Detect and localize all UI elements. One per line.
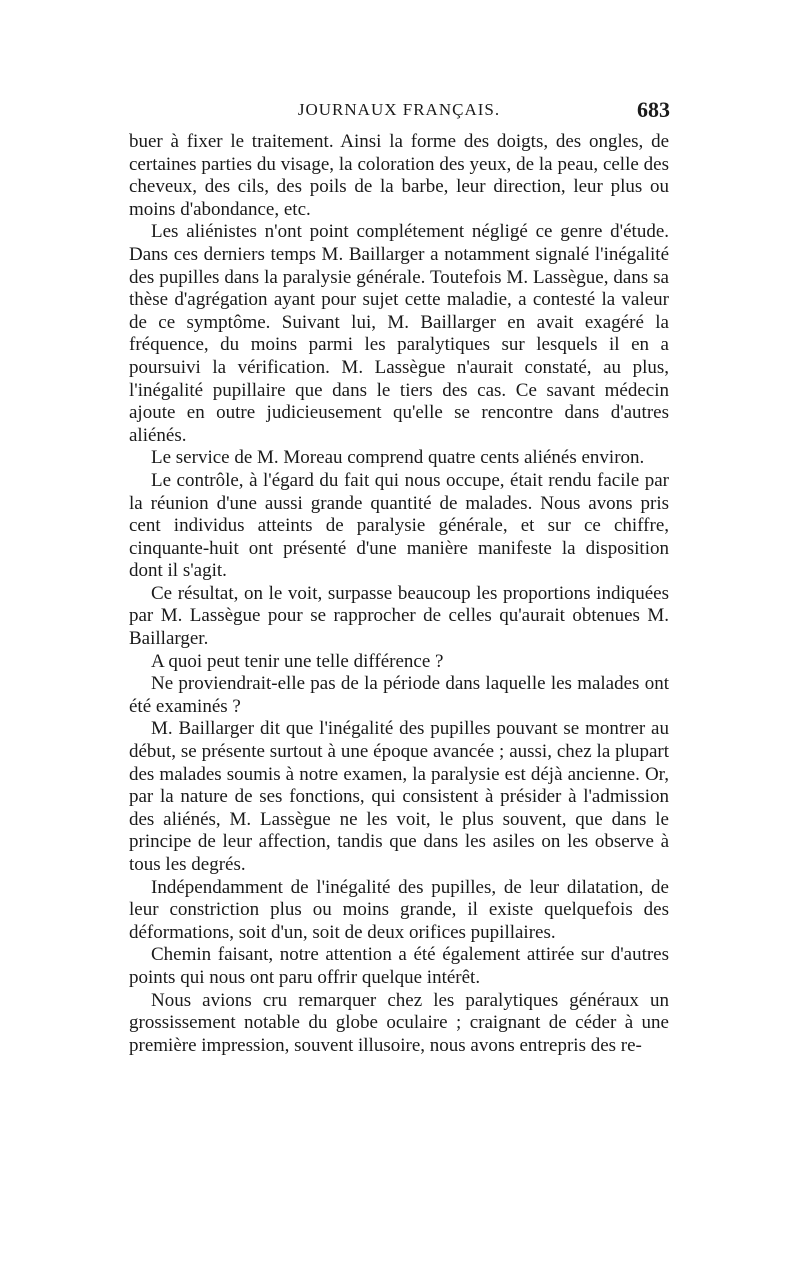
paragraph: Le service de M. Moreau comprend quatre cents aliénés environ. [151,447,645,469]
paragraph: M. Baillarger dit que l'inégalité des pupilles pouvant se montrer au début, se présente surtout à une époque avancée ; aussi, chez la plupart des malades soumis à notre examen, la paralysie est déjà ancienne. Or, par la nature de ses fonctions, qui consistent à présider à l'admission des aliénés, M. Lassègue ne les voit, le plus souvent, que dans le principe de leur affection, tandis que dans les asiles on les observe à tous les degrés. [129,718,669,875]
page-header [128,97,670,126]
paragraph: Le contrôle, à l'égard du fait qui nous occupe, était rendu facile par la réunion d'une aussi grande quantité de malades. Nous avons pris cent individus atteints de paralysie générale, et sur ce chiffre, cinquante-huit ont présenté d'une manière manifeste la disposition dont il s'agit. [129,469,669,582]
paragraph: Ce résultat, on le voit, surpasse beaucoup les proportions indiquées par M. Lassègue pour se rapprocher de celles qu'aurait obtenues M. Baillarger. [129,582,669,650]
paragraph: Indépendamment de l'inégalité des pupilles, de leur dilatation, de leur constriction plus ou moins grande, il existe quelquefois des déformations, soit d'un, soit de deux orifices pupillaires. [129,876,669,943]
paragraph: Nous avions cru remarquer chez les paralytiques généraux un grossissement notable du globe oculaire ; craignant de céder à une première impression, souvent illusoire, nous avons entrepris des re- [129,989,669,1056]
paragraph: A quoi peut tenir une telle différence ? [151,650,444,672]
paragraph: Les aliénistes n'ont point complétement négligé ce genre d'étude. Dans ces derniers temps M. Baillarger a notamment signalé l'inégalité des pupilles dans la paralysie générale. Toutefois M. Lassègue, dans sa thèse d'agrégation ayant pour sujet cette maladie, a contesté la valeur de ce symptôme. Suivant lui, M. Baillarger en avait exagéré la fréquence, du moins parmi les paralytiques sur lesquels il en a poursuivi la vérification. M. Lassègue n'aurait constaté, au plus, l'inégalité pupillaire que dans le tiers des cas. Ce savant médecin ajoute en outre judicieusement qu'elle se rencontre dans d'autres aliénés. [129,221,669,446]
page-body [129,131,669,1057]
running-head: JOURNAUX FRANÇAIS. [297,100,501,119]
paragraph: buer à fixer le traitement. Ainsi la forme des doigts, des ongles, de certaines parties du visage, la coloration des yeux, de la peau, celle des cheveux, des cils, des poils de la barbe, leur direction, leur plus ou moins d'abondance, etc. [129,131,669,220]
paragraph: Ne proviendrait-elle pas de la période dans laquelle les malades ont été examinés ? [129,673,669,717]
page-number: 683 [637,97,670,122]
paragraph: Chemin faisant, notre attention a été également attirée sur d'autres points qui nous ont paru offrir quelque intérêt. [129,944,669,988]
